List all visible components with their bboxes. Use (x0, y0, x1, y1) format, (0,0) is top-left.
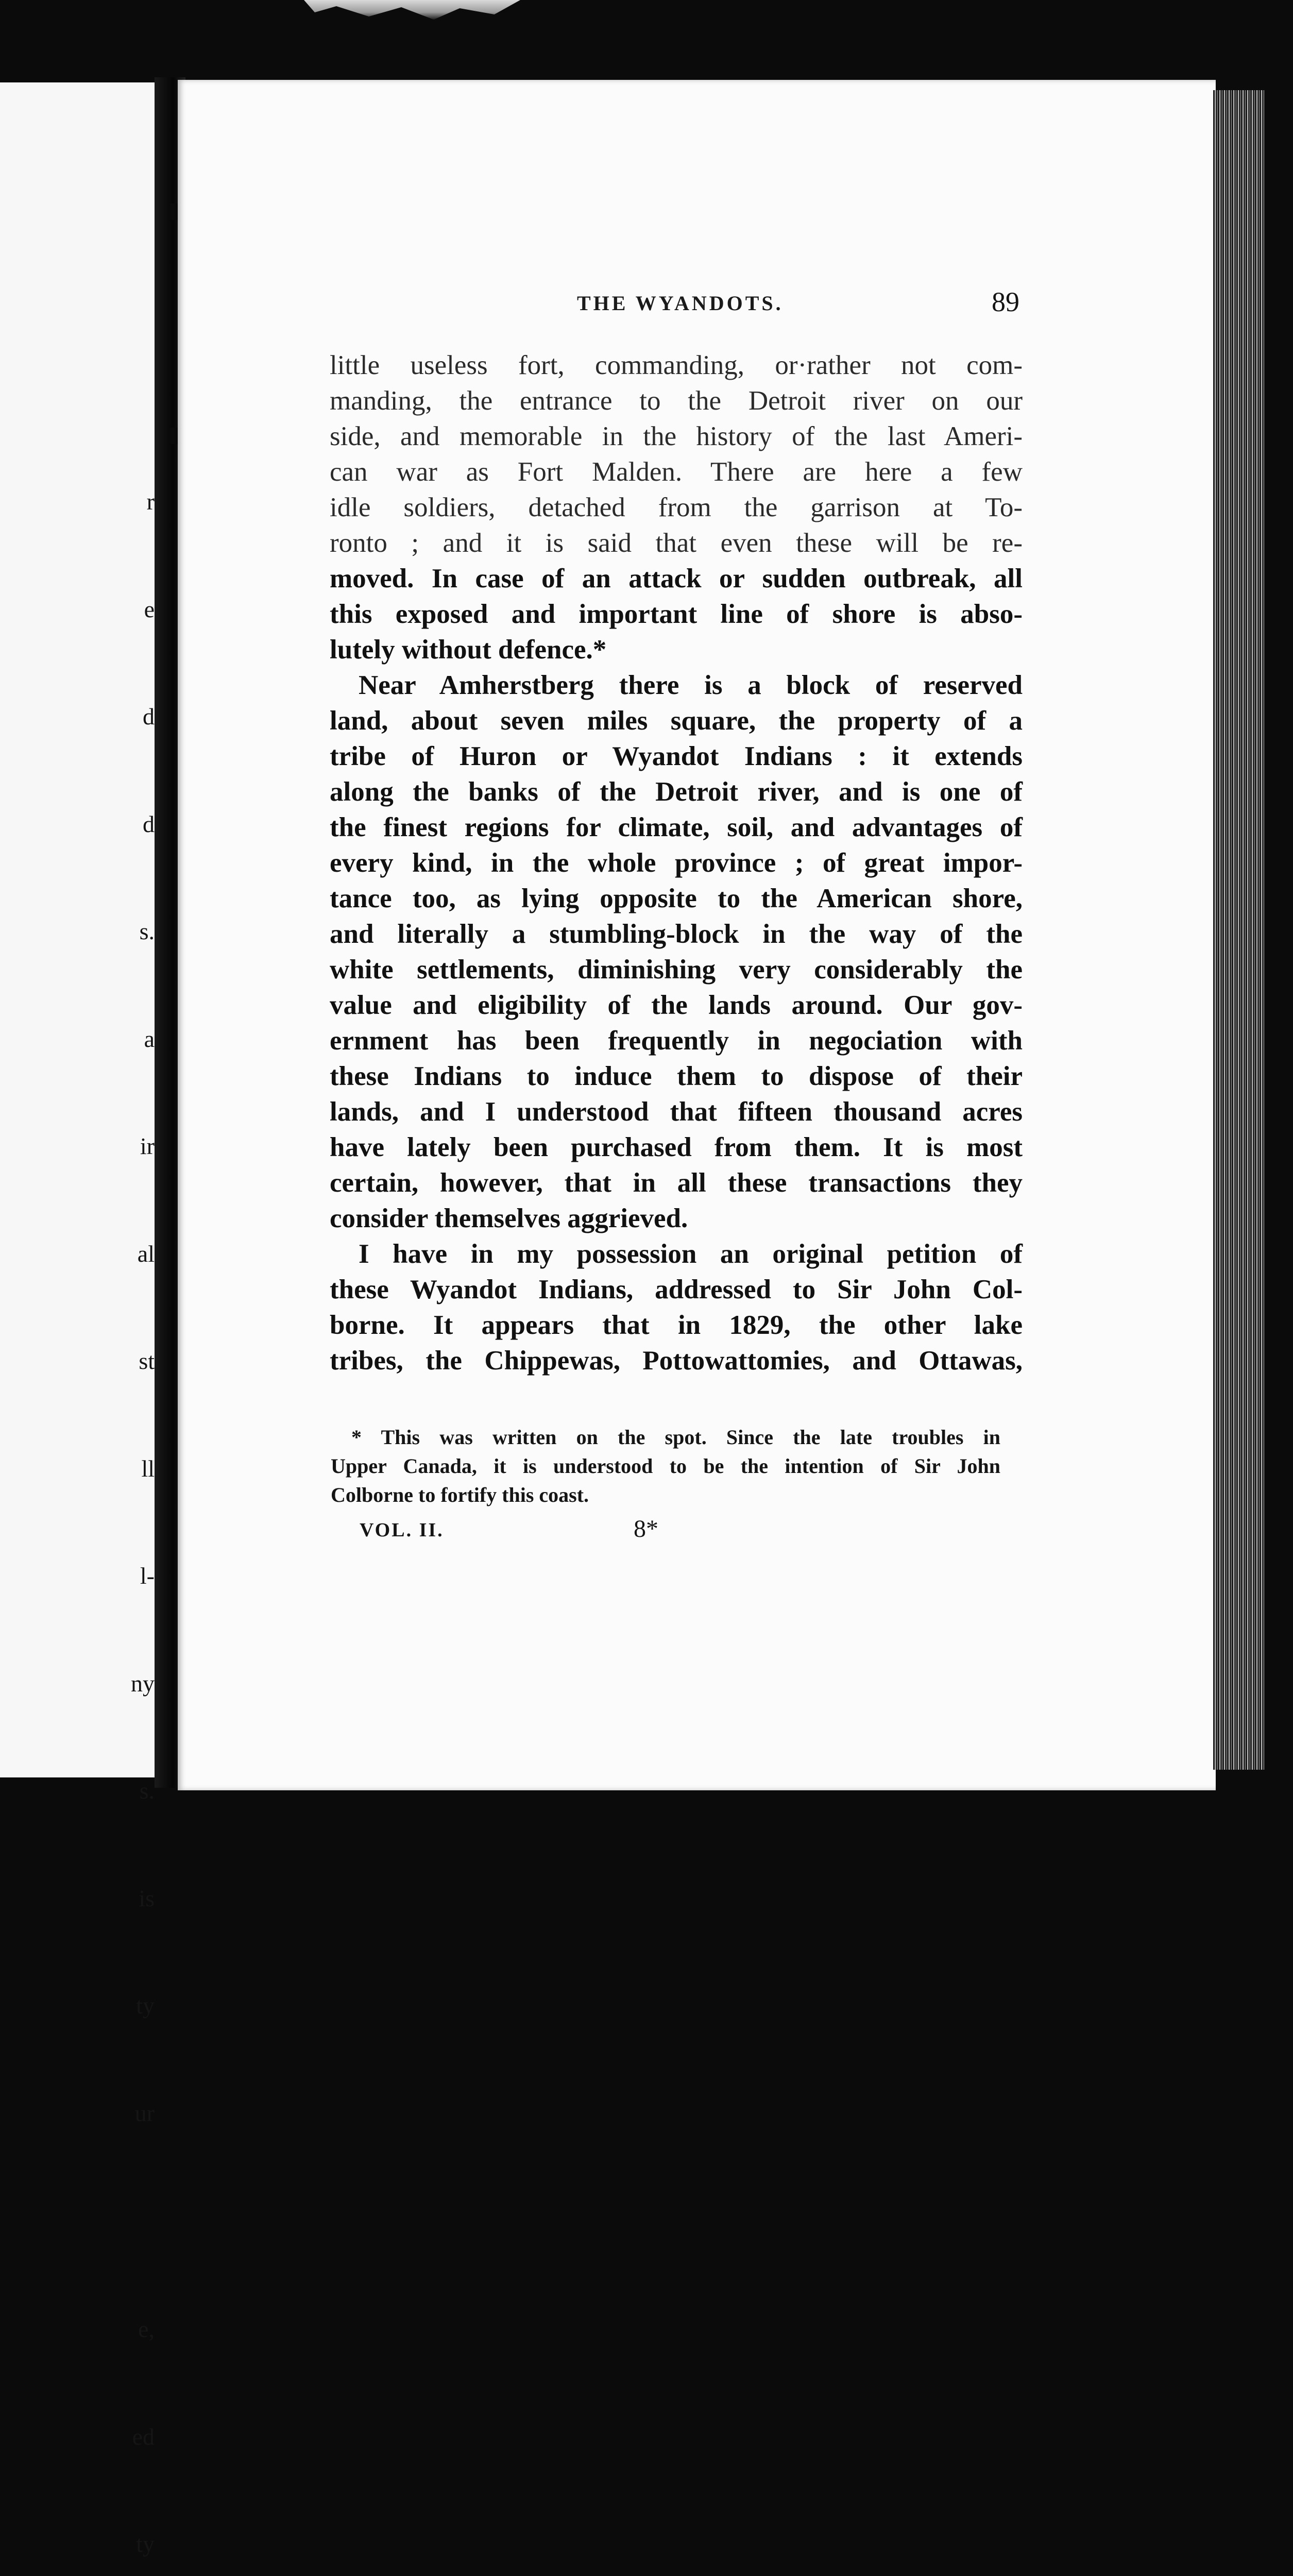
footnote-line: Upper Canada, it is understood to be the intention of Sir John (331, 1454, 1000, 1478)
footnote-line: * This was written on the spot. Since the late troubles in (351, 1426, 1000, 1449)
text-line: consider themselves aggrieved. (330, 1204, 688, 1233)
text-line: this exposed and important line of shore is abso- (330, 599, 1023, 629)
text-line: can war as Fort Malden. There are here a few (330, 457, 1023, 487)
text-line: every kind, in the whole province ; of great impor- (330, 848, 1023, 878)
text-line: little useless fort, commanding, or·rather not com- (330, 350, 1023, 380)
left-fragment-line: a (144, 1025, 155, 1052)
left-fragment-line: ny (131, 1670, 155, 1697)
page-number: 89 (992, 286, 1019, 317)
torn-paper-scrap (304, 0, 520, 21)
text-line: moved. In case of an attack or sudden outbreak, all (330, 564, 1023, 594)
text-line: Near Amherstberg there is a block of reserved (359, 670, 1023, 700)
text-line: borne. It appears that in 1829, the other lake (330, 1310, 1023, 1340)
text-line: lands, and I understood that fifteen thousand acres (330, 1097, 1023, 1127)
footnote-line: Colborne to fortify this coast. (331, 1483, 589, 1506)
left-fragment-line: ed (132, 2423, 155, 2450)
left-fragment-line: e, (138, 2316, 155, 2342)
left-facing-page (0, 82, 155, 2557)
signature-volume: VOL. II. (360, 1519, 444, 1541)
text-line: and literally a stumbling-block in the way of the (330, 919, 1023, 949)
text-line: land, about seven miles square, the property of a (330, 706, 1023, 736)
text-line: I have in my possession an original petition of (359, 1239, 1023, 1269)
text-line: tribes, the Chippewas, Pottowattomies, and Ottawas, (330, 1346, 1023, 1376)
text-line: side, and memorable in the history of the last Ameri- (330, 421, 1023, 451)
left-fragment-line: ir (140, 1133, 155, 1159)
body-text (330, 348, 1023, 1379)
text-line: value and eligibility of the lands around. Our gov- (330, 990, 1023, 1020)
left-fragment-line: ty (136, 1992, 155, 2019)
text-line: tance too, as lying opposite to the American shore, (330, 884, 1023, 913)
left-fragment-line: d (143, 703, 155, 730)
left-fragment-line: ur (134, 2099, 155, 2126)
text-line: white settlements, diminishing very considerably the (330, 955, 1023, 985)
text-line: tribe of Huron or Wyandot Indians : it extends (330, 741, 1023, 771)
text-line: the finest regions for climate, soil, and advantages of (330, 812, 1023, 842)
signature-mark: 8* (634, 1515, 658, 1543)
left-fragment-line: s. (139, 918, 155, 944)
left-fragment-line (0, 2202, 155, 2240)
text-line: ernment has been frequently in negociation with (330, 1026, 1023, 1056)
text-line: certain, however, that in all these transactions they (330, 1168, 1023, 1198)
text-line: have lately been purchased from them. It is most (330, 1132, 1023, 1162)
text-line: these Indians to induce them to dispose of their (330, 1061, 1023, 1091)
text-line: along the banks of the Detroit river, and is one of (330, 777, 1023, 807)
footnote (331, 1423, 1000, 1510)
left-fragment-line: d (143, 810, 155, 837)
text-line: idle soldiers, detached from the garrison at To- (330, 493, 1023, 522)
text-line: lutely without defence.* (330, 635, 607, 665)
left-page-text-fragment (0, 412, 155, 2576)
text-line: these Wyandot Indians, addressed to Sir John Col- (330, 1275, 1023, 1304)
running-head: THE WYANDOTS. (577, 292, 784, 315)
page-edges-shadow (1265, 90, 1293, 1770)
left-fragment-line: al (137, 1240, 155, 1267)
left-fragment-line: is (139, 1885, 155, 1911)
left-fragment-line: st (139, 1348, 155, 1374)
left-fragment-line: r (146, 488, 155, 515)
left-fragment-line: ty (136, 2531, 155, 2557)
left-fragment-line: s. (139, 1777, 155, 1804)
page-edges (1213, 90, 1272, 1770)
left-fragment-line: ll (141, 1455, 155, 1482)
text-line: manding, the entrance to the Detroit river on our (330, 386, 1023, 416)
left-fragment-line: l- (140, 1563, 155, 1589)
text-line: ronto ; and it is said that even these will be re- (330, 528, 1023, 558)
left-fragment-line: e (144, 596, 155, 622)
